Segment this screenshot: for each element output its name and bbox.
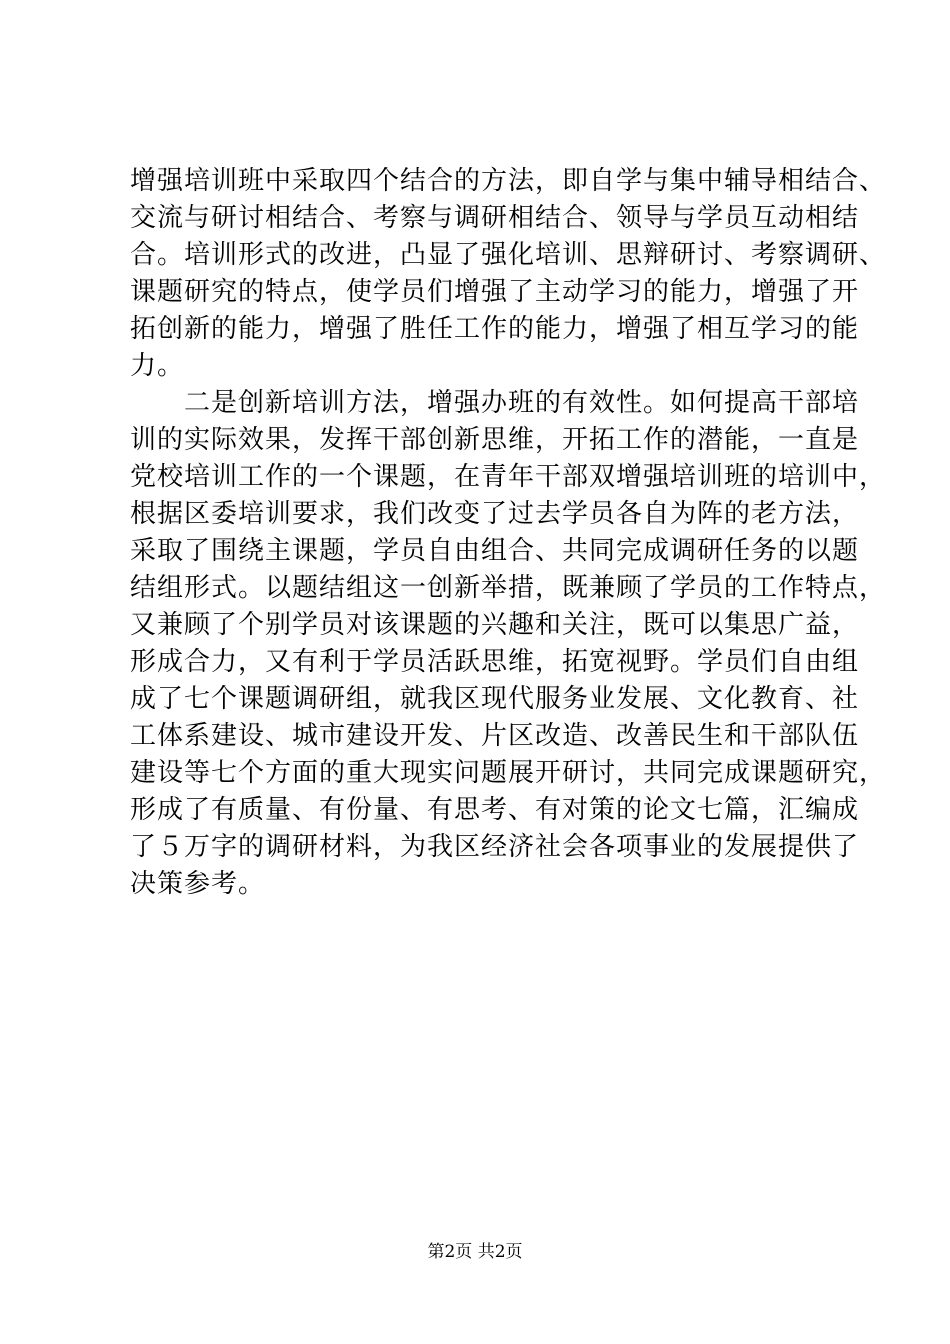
document-body [130,163,887,903]
text-line: 训的实际效果，发挥干部创新思维，开拓工作的潜能，一直是 [130,425,860,455]
text-line: 了５万字的调研材料，为我区经济社会各项事业的发展提供了 [130,832,860,862]
text-line: 决策参考。 [130,869,266,899]
text-line: 又兼顾了个别学员对该课题的兴趣和关注，既可以集思广益， [130,610,860,640]
text-line: 结组形式。以题结组这一创新举措，既兼顾了学员的工作特点， [130,573,887,603]
text-line: 形成了有质量、有份量、有思考、有对策的论文七篇，汇编成 [130,795,860,825]
text-line: 合。培训形式的改进，凸显了强化培训、思辩研讨、考察调研、 [130,240,887,270]
page-number-footer: 第2页 共2页 [427,1242,523,1262]
text-line: 建设等七个方面的重大现实问题展开研讨，共同完成课题研究， [130,758,887,788]
text-line: 二是创新培训方法，增强办班的有效性。如何提高干部培 [130,388,860,418]
text-line: 工体系建设、城市建设开发、片区改造、改善民生和干部队伍 [130,721,860,751]
text-line: 拓创新的能力，增强了胜任工作的能力，增强了相互学习的能 [130,314,860,344]
text-line: 根据区委培训要求，我们改变了过去学员各自为阵的老方法， [130,499,860,529]
text-line: 成了七个课题调研组，就我区现代服务业发展、文化教育、社 [130,684,860,714]
text-line: 党校培训工作的一个课题，在青年干部双增强培训班的培训中， [130,462,887,492]
text-line: 课题研究的特点，使学员们增强了主动学习的能力，增强了开 [130,277,860,307]
text-line: 形成合力，又有利于学员活跃思维，拓宽视野。学员们自由组 [130,647,860,677]
text-line: 力。 [130,351,185,381]
text-line: 采取了围绕主课题，学员自由组合、共同完成调研任务的以题 [130,536,860,566]
text-line: 交流与研讨相结合、考察与调研相结合、领导与学员互动相结 [130,203,860,233]
text-line: 增强培训班中采取四个结合的方法，即自学与集中辅导相结合、 [130,166,887,196]
